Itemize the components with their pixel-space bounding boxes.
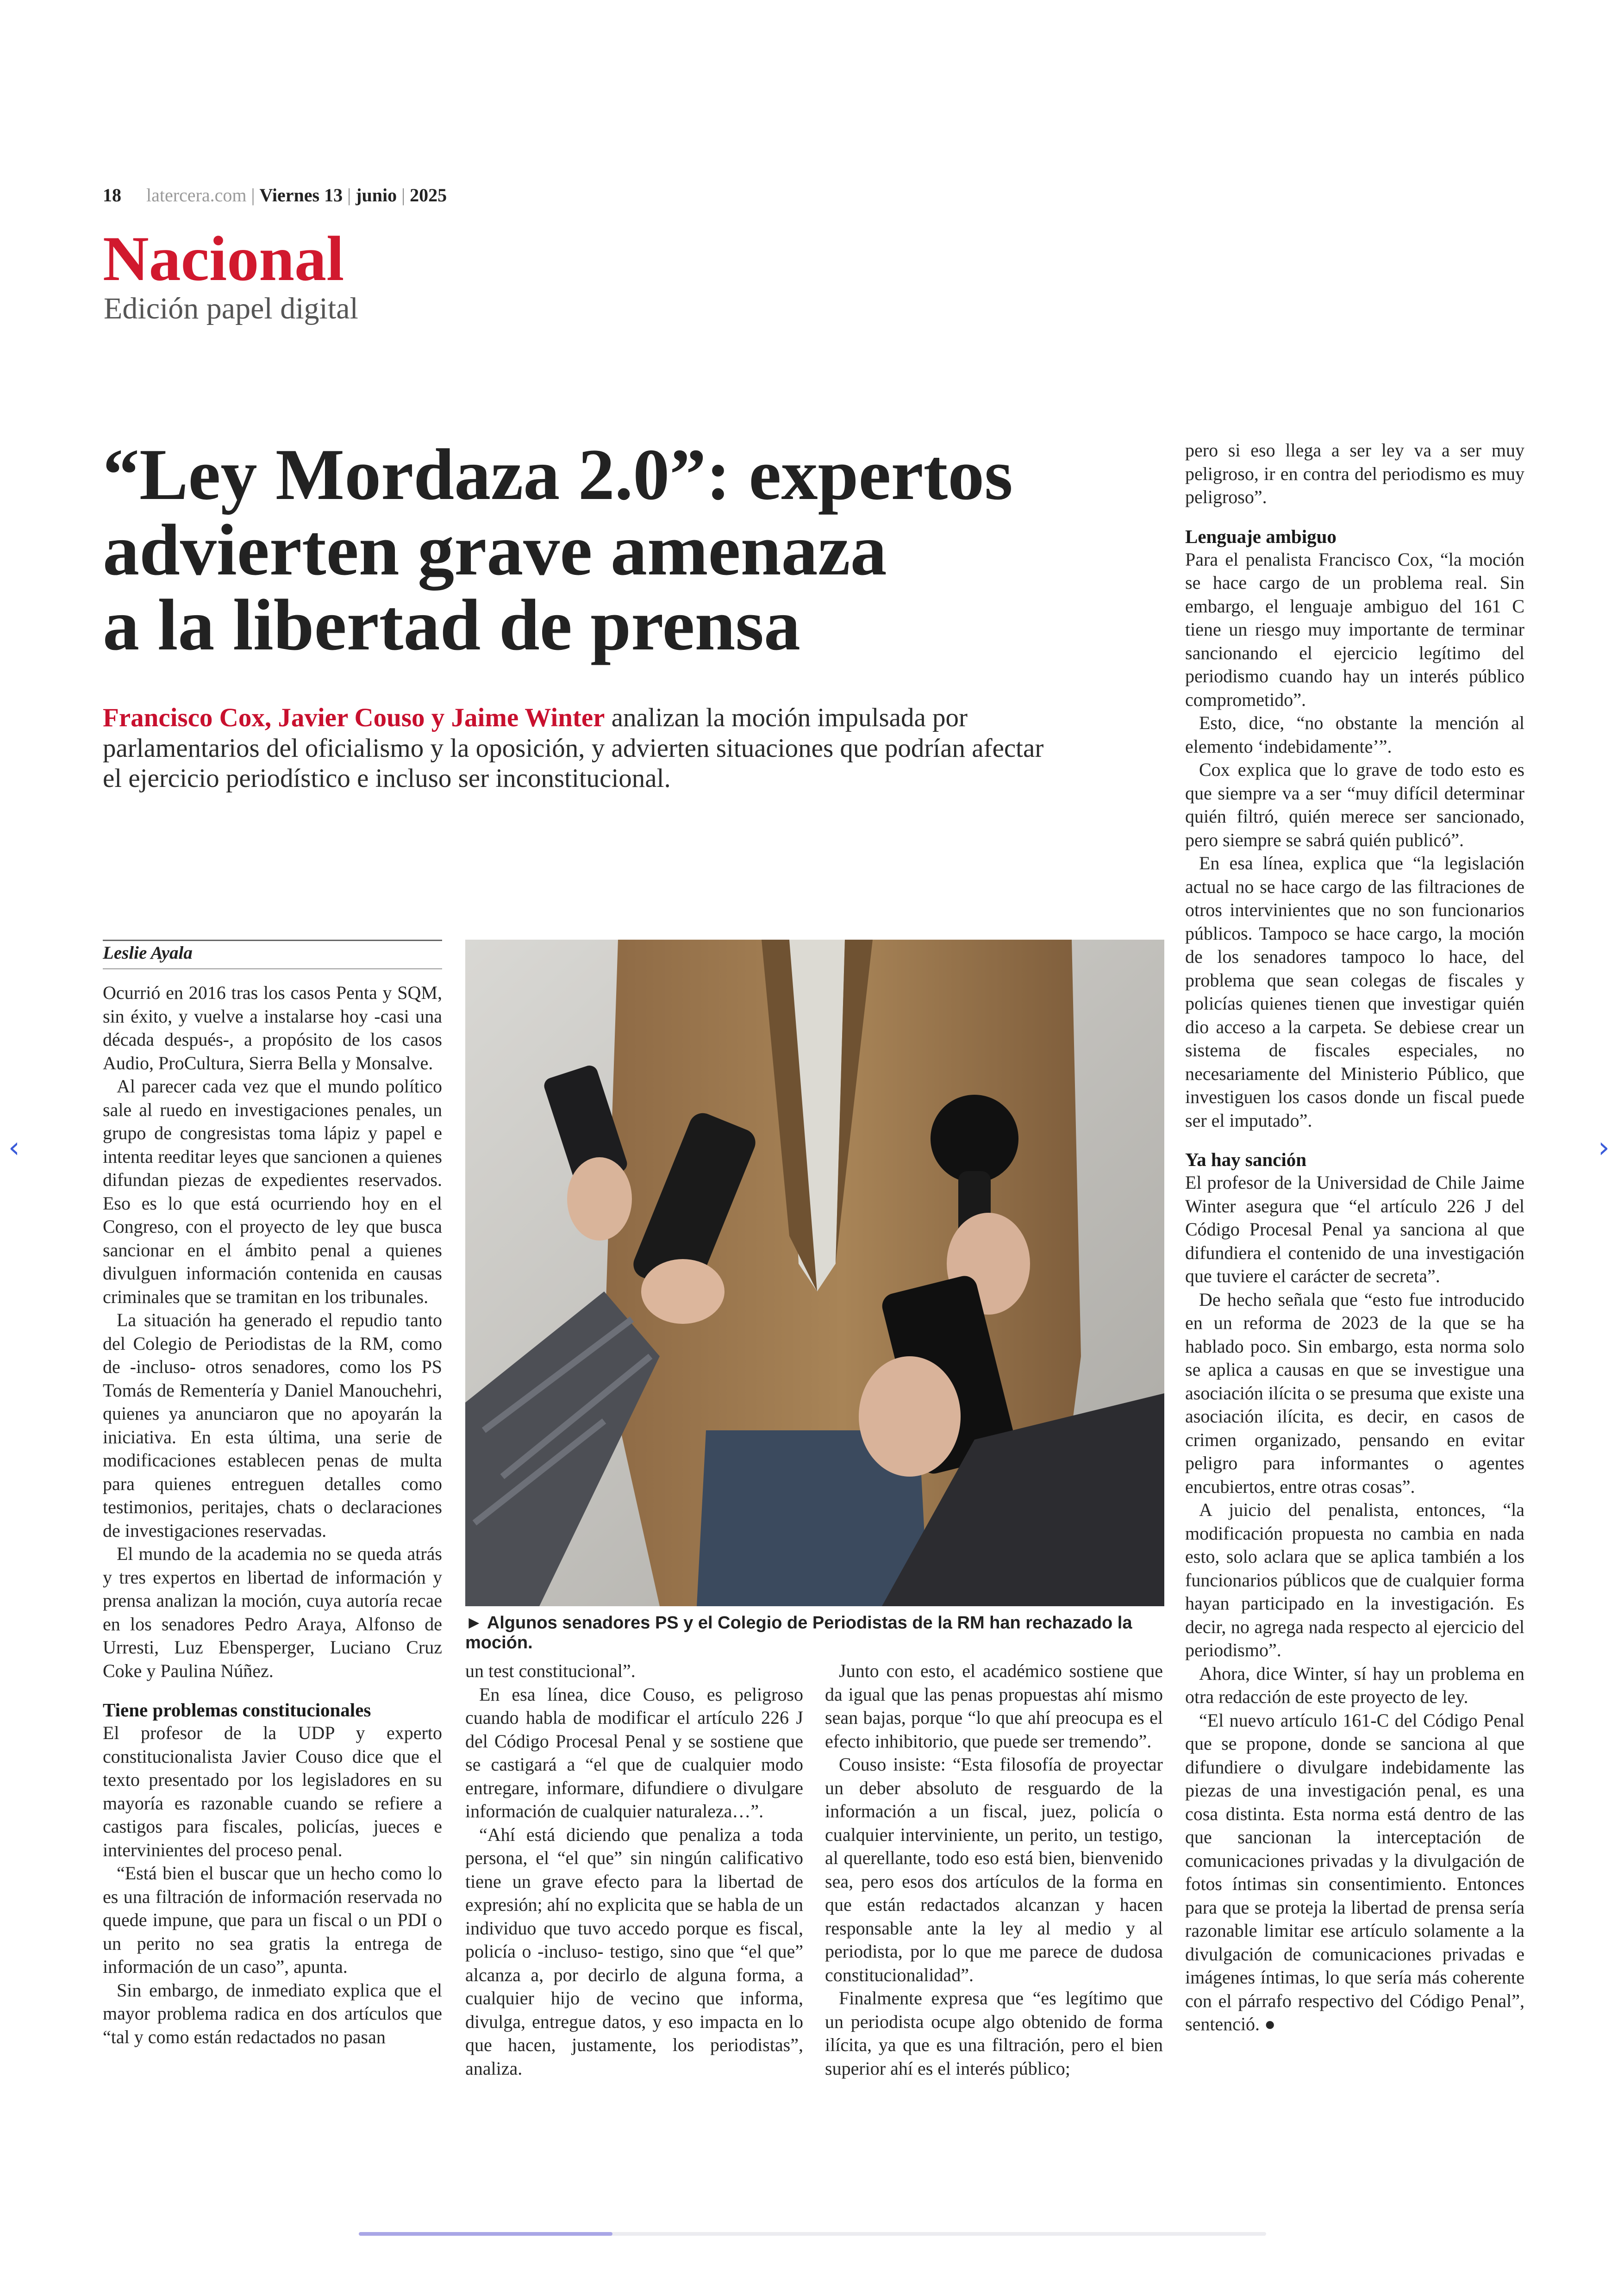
subheading: Lenguaje ambiguo — [1185, 525, 1337, 547]
page-scroll-thumb[interactable] — [359, 2232, 612, 2236]
article-column-2 — [465, 1659, 803, 2080]
paragraph: El mundo de la academia no se queda atrás y tres expertos en libertad de información y prensa analizan la moción, cuya autoría recae en los senadores Pedro Araya, Alfonso de Urresti, Luz Ebensperger, Luciano Cruz Coke y Paulina Núñez. — [103, 1543, 442, 1681]
paragraph: un test constitucional”. — [465, 1660, 636, 1681]
date-weekday: Viernes 13 — [259, 185, 343, 206]
paragraph: “Ahí está diciendo que penaliza a toda persona, el “el que” sin ningún calificativo tiene un grave efecto para la libertad de expresión; ahí no explicita que se habla de un individuo que tuvo accedo porque es fiscal, policía o -incluso- testigo, sino que “el que” alcanza a, por decirlo de alguna forma, a cualquier hijo de vecino que informa, divulga, entregue datos, y eso impacta en lo que hacen, justamente, los periodistas”, analiza. — [465, 1824, 803, 2079]
byline-author: Leslie Ayala — [103, 943, 193, 963]
paragraph: Finalmente expresa que “es legítimo que un periodista ocupe algo obtenido de forma ilícita, ya que es una filtración, pero el bien superior ahí es el interés público; — [825, 1988, 1163, 2079]
article-column-4 — [1185, 439, 1524, 2036]
edition-subtitle: Edición papel digital — [104, 292, 358, 325]
paragraph — [1185, 1709, 1524, 2036]
paragraph: A juicio del penalista, entonces, “la modificación propuesta no cambia en nada esto, solo aclara que se aplica también a los funcionarios públicos que de cualquier forma hayan participado en la investigación. Es decir, no agrega nada respecto al ejercicio del periodismo”. — [1185, 1499, 1524, 1660]
subheading: Tiene problemas constitucionales — [103, 1699, 371, 1721]
byline-rule — [103, 968, 442, 969]
byline-rule — [103, 940, 442, 941]
headline-line: “Ley Mordaza 2.0”: expertos — [103, 434, 1013, 515]
paragraph: Cox explica que lo grave de todo esto es que siempre va a ser “muy difícil determinar quién filtró, quién merece ser sancionado, pero siempre se sabrá quién publicó”. — [1185, 759, 1524, 850]
paragraph: Sin embargo, de inmediato explica que el mayor problema radica en dos artículos que “tal y como están redactados no pasan — [103, 1979, 442, 2047]
paragraph: En esa línea, explica que “la legislación actual no se hace cargo de las filtraciones de otros intervinientes que no son funcionarios públicos. Tampoco se hace cargo, la moción de los senadores tampoco lo hace, del problema que sean colegas de fiscales y policías quienes tienen que investigar quién dio acceso a la carpeta. Se debiese crear un sistema de fiscales especiales, no necesariamente del Ministerio Público, que investiguen los casos donde un fiscal puede ser el imputado”. — [1185, 853, 1524, 1131]
headline-line: a la libertad de prensa — [103, 585, 800, 666]
paragraph: “Está bien el buscar que un hecho como lo es una filtración de información reservada no quede impune, que para un fiscal o un PDI o un perito no sea gratis la entrega de información de un caso”, apunta. — [103, 1863, 442, 1977]
article-column-3 — [825, 1659, 1163, 2080]
paragraph: Al parecer cada vez que el mundo político sale al ruedo en investigaciones penales, un grupo de congresistas toma lápiz y papel e intenta reeditar leyes que sancionen a quienes difundan piezas de expedientes reservados. Eso es lo que está ocurriendo hoy en el Congreso, con el proyecto de ley que busca sancionar en el ámbito penal a quienes divulguen información contenida en causas criminales que se tramitan en los tribunales. — [103, 1076, 442, 1307]
paragraph: El profesor de la Universidad de Chile Jaime Winter asegura que “el artículo 226 J del Código Procesal Penal ya sanciona al que difundiera el contenido de una investigación que tuviere el carácter de secreta”. — [1185, 1172, 1524, 1286]
article-deck — [103, 703, 1052, 794]
paragraph: Para el penalista Francisco Cox, “la moción se hace cargo de un problema real. Sin embargo, el lenguaje ambiguo del 161 C tiene un riesgo muy importante de terminar sancionando el ejercicio legítimo del periodismo cuando hay un interés público comprometido”. — [1185, 549, 1524, 710]
paragraph: Couso insiste: “Esta filosofía de proyectar un deber absoluto de resguardo de la información a un fiscal, juez, policía o cualquier interviniente, un perito, un testigo, al querellante, todo eso está bien, bienvenido sea, pero esos dos artículos de la forma en que están redactados alcanzan y hacen responsable ante la ley al medio y al periodista, por lo que me parece de dudosa constitucionalidad”. — [825, 1754, 1163, 1985]
date-year: 2025 — [410, 185, 447, 206]
page-number: 18 — [103, 185, 121, 206]
date-month: junio — [356, 185, 397, 206]
headline-line: advierten grave amenaza — [103, 509, 887, 591]
paragraph: Ocurrió en 2016 tras los casos Penta y SQM, sin éxito, y vuelve a instalarse hoy -casi una década después-, a propósito de los casos Audio, ProCultura, Sierra Bella y Monsalve. — [103, 982, 442, 1073]
paragraph: pero si eso llega a ser ley va a ser muy peligroso, ir en contra del periodismo es muy peligroso”. — [1185, 440, 1524, 507]
paragraph: Ahora, dice Winter, sí hay un problema en otra redacción de este proyecto de ley. — [1185, 1663, 1524, 1707]
end-mark-icon: ● — [1264, 2014, 1276, 2034]
paragraph: Junto con esto, el académico sostiene que da igual que las penas propuestas ahí mismo sean bajas, porque “lo que ahí preocupa es el efecto inhibitorio, que puede ser tremendo”. — [825, 1660, 1163, 1752]
deck-experts-names: Francisco Cox, Javier Couso y Jaime Winter — [103, 703, 605, 732]
deck-text: analizan la moción impulsada por parlamentarios del oficialismo y la oposición, y advierten situaciones que podrían afectar el ejercicio periodístico e incluso ser inconstitucional. — [103, 703, 1044, 793]
article-headline — [103, 434, 1144, 666]
paragraph: De hecho señala que “esto fue introducido en un reforma de 2023 de la que se ha hablado poco. Sin embargo, esta norma solo se aplica a causas en que se investigue una asociación ilícita o se presuma que existe una asociación ilícita, es decir, en casos de crimen organizado, pensando en evitar peligro para informantes o agentes encubiertos, entre otras cosas”. — [1185, 1289, 1524, 1497]
paragraph: Esto, dice, “no obstante la mención al elemento ‘indebidamente’”. — [1185, 712, 1524, 757]
next-page-arrow-icon[interactable]: › — [1598, 1130, 1610, 1164]
site-name: latercera.com — [146, 185, 247, 206]
article-photo — [465, 940, 1164, 1606]
paragraph: El profesor de la UDP y experto constitucionalista Javier Couso dice que el texto presentado por los legisladores en su mayoría es razonable cuando se refiere a castigos para fiscales, policías, jueces e intervinientes del proceso penal. — [103, 1722, 442, 1860]
page-header-line: 18 latercera.com | Viernes 13 | junio | 2025 — [103, 185, 447, 206]
paragraph: En esa línea, dice Couso, es peligroso cuando habla de modificar el artículo 226 J del Código Procesal Penal y se sostiene que se castigará a “el que de cualquier modo entregare, informare, difundiere o divulgare información de cualquier naturaleza…”. — [465, 1684, 803, 1821]
photo-caption: ► Algunos senadores PS y el Colegio de Periodistas de la RM han rechazado la moción. — [465, 1613, 1132, 1653]
section-title: Nacional — [103, 223, 344, 294]
article-column-1 — [103, 981, 442, 2049]
subheading: Ya hay sanción — [1185, 1149, 1307, 1170]
previous-page-arrow-icon[interactable]: ‹ — [8, 1130, 20, 1164]
paragraph: La situación ha generado el repudio tanto del Colegio de Periodistas de la RM, como de -incluso- otros senadores, como los PS Tomás de Rementería y Daniel Manouchehri, quienes ya anunciaron que no apoyarán la iniciativa. En esta última, una serie de modificaciones establecen penas de multa para quienes entreguen detalles como testimonios, peritajes, chats o declaraciones de investigaciones reservadas. — [103, 1310, 442, 1541]
paragraph-text: “El nuevo artículo 161-C del Código Penal que se propone, donde se sanciona al que difundiere o divulgare indebidamente las piezas de una investigación penal, es una cosa distinta. Esta norma está dentro de las que sancionan la interceptación de comunicaciones privadas y la divulgación de fotos íntimas sin consentimiento. Entonces para que se proteja la libertad de prensa sería razonable limitar ese artículo solamente a la divulgación de comunicaciones privadas e imágenes íntimas, lo que sería más coherente con el párrafo respectivo del Código Penal”, sentenció. — [1185, 1709, 1524, 2034]
